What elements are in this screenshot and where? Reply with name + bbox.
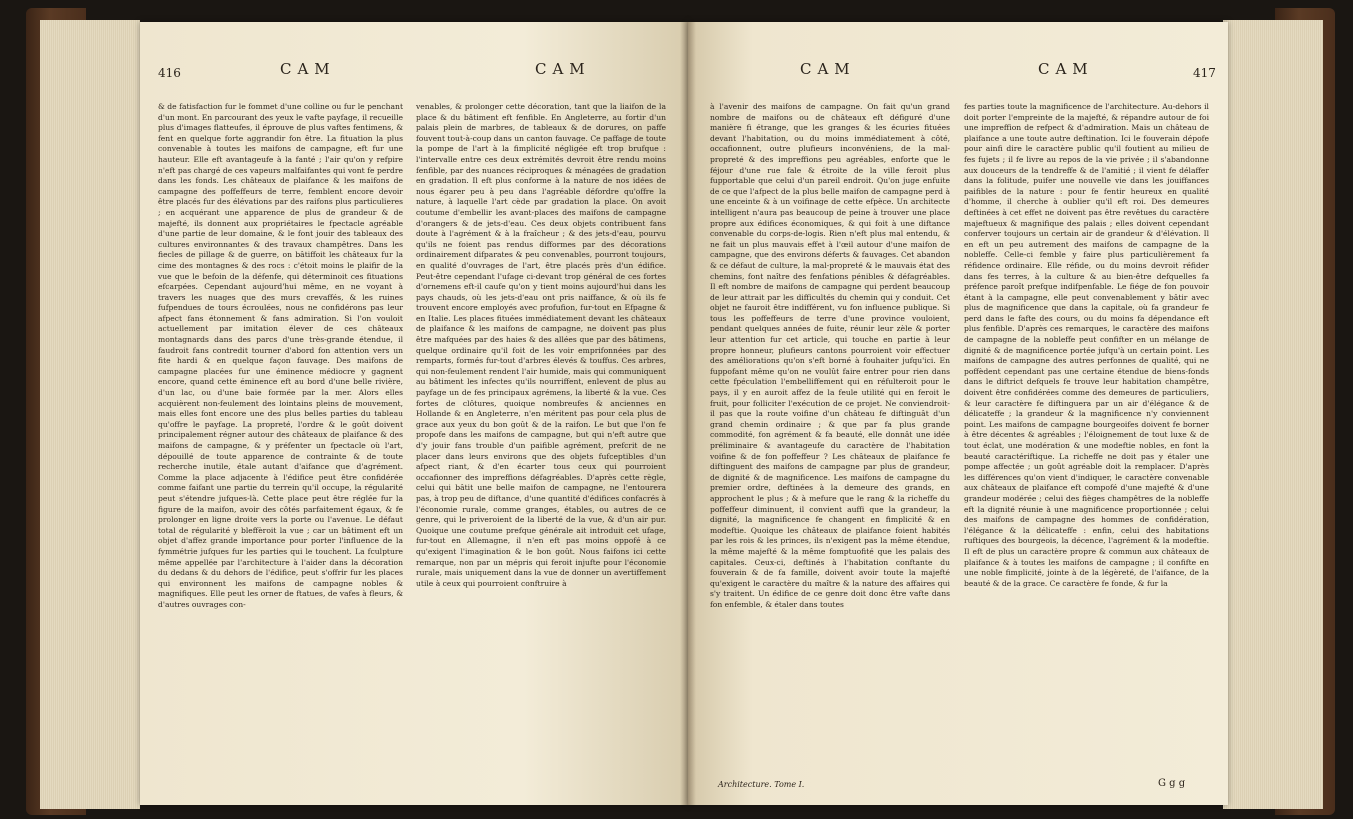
left-column-2 (416, 102, 666, 589)
right-header-right: CAM (1038, 60, 1094, 78)
left-column-1 (158, 102, 403, 611)
left-page-number: 416 (158, 66, 181, 80)
right-page-number: 417 (1193, 66, 1216, 80)
page-edges-left (40, 20, 140, 809)
right-column-2-text: fes parties toute la magnificence de l'architecture. Au-dehors il doit porter l'empreinte de la majefté, & répandre autour de foi une impreffion de refpect & d'admiration. Mais un château de plaifance a une toute autre deftination. Ici le fouverain dépofe pour ainfi dire le caractère public qu'il foutient au milieu de fes fujets ; il fe livre au repos de la vie privée ; il s'abandonne aux douceurs de la tendreffe & de l'amitié ; il vient fe délaffer dans la folitude, puifer une nouvelle vie dans les jouiffances paifibles de la nature : pour fe fentir heureux en qualité d'homme, il cherche à oublier qu'il eft roi. Des demeures deftinées à cet effet ne doivent pas être revêtues du caractère majeftueux & magnifique des palais ; elles doivent cependant conferver toujours un certain air de grandeur & d'élévation. Il en eft un peu autrement des maifons de campagne de la nobleffe. Celle-ci femble y faire plus particulièrement fa réfidence ordinaire. Elle réfide, ou du moins devroit réfider dans fes terres, à la culture & au bien-être defquelles fa préfence paroît prefque indifpenfable. Le fiége de fon pouvoir étant à la campagne, elle peut convenablement y bâtir avec plus de magnificence que dans la capitale, où fa grandeur fe perd dans le fafte des cours, ou du moins fa dépendance eft plus fenfible. D'après ces remarques, le caractère des maifons de campagne de la nobleffe peut confifter en un mélange de dignité & de magnificence portée jufqu'à un certain point. Les maifons de campagne des autres perfonnes de qualité, qui ne poffèdent cependant pas une certaine étendue de biens-fonds dans le diftrict defquels fe trouve leur habitation champêtre, doivent être confidérées comme des demeures de particuliers, & leur caractère fe diftinguera par un air d'élégance & de délicateffe ; la grandeur & la magnificence n'y conviennent point. Les maifons de campagne bourgeoifes doivent fe borner à être décentes & agréables ; l'éloignement de tout luxe & de tout éclat, une modération & une modeftie nobles, en font la beauté caractériftique. La richeffe ne doit pas y étaler une pompe affectée ; un goût agréable doit la remplacer. D'après les différences qu'on vient d'indiquer, le caractère convenable aux châteaux de plaifance eft compofé d'une majefté & d'une grandeur modérée ; celui des fièges champêtres de la nobleffe eft la dignité réunie à une magnificence proportionnée ; celui des maifons de campagne des hommes de confidération, l'élégance & la délicateffe : enfin, celui des habitations ruftiques des bourgeois, la décence, l'agrément & la modeftie. Il eft de plus un caractère propre & commun aux châteaux de plaifance & à toutes les maifons de campagne ; il confifte en une noble fimplicité, jointe à de la légèreté, de l'aifance, de la beauté & de la grace. Ce caractère fe fonde, & fur la (964, 102, 1209, 588)
left-header-left: CAM (280, 60, 336, 78)
left-page (140, 22, 688, 805)
right-header-left: CAM (800, 60, 856, 78)
right-page-signature: G g g (1158, 778, 1186, 789)
right-column-1 (710, 102, 950, 611)
left-column-2-text: venables, & prolonger cette décoration, tant que la liaifon de la place & du bâtiment eft fenfible. En Angleterre, au fortir d'un palais plein de marbres, de tableaux & de dorures, on paffe fouvent tout-à-coup dans un canton fauvage. Ce paffage de toute la pompe de l'art à la fimplicité négligée eft trop brufque : l'intervalle entre ces deux extrémités devroit être rendu moins fenfible, par des nuances réciproques & ménagées de gradation en gradation. Il eft plus conforme à la nature de nos idées de nous égarer peu à peu dans l'agréable défordre qu'offre la nature, à laquelle l'art cède par gradation la place. On avoit coutume d'embellir les avant-places des maifons de campagne d'orangers & de jets-d'eau. Ces deux objets contribuent fans doute à l'agrément & à la fraîcheur ; & des jets-d'eau, pourvu qu'ils ne foient pas rendus difformes par des décorations ordinairement difparates & peu convenables, pourront toujours, en qualité d'ouvrages de l'art, être placés près d'un édifice. Peut-être cependant l'ufage ci-devant trop général de ces fortes d'ornemens eft-il caufe qu'on y tient moins aujourd'hui dans les pays chauds, où les jets-d'eau ont pris naiffance, & où ils fe trouvent encore employés avec profufion, fur-tout en Efpagne & en Italie. Les places fituées immédiatement devant les châteaux de plaifance & les maifons de campagne, ne doivent pas plus être mafquées par des haies & des allées que par des bâtimens, quelque ordinaire qu'il foit de les voir emprifonnées par des remparts, formés fur-tout d'arbres élevés & touffus. Ces arbres, qui non-feulement rendent l'air humide, mais qui communiquent au bâtiment les infectes qu'ils nourriffent, enlevent de plus au payfage un de fes principaux agrémens, la liberté & la vue. Ces fortes de clôtures, quoique nombreufes & anciennes en Hollande & en Angleterre, n'en méritent pas pour cela plus de grace aux yeux du bon goût & de la raifon. Le but que l'on fe propofe dans les maifons de campagne, but qui n'eft autre que d'y jouir fans trouble d'un paifible agrément, prefcrit de ne placer dans leurs environs que des objets fufceptibles d'un afpect riant, & d'en écarter tous ceux qui pourroient occafionner des impreffions défagréables. D'après cette règle, celui qui bâtit une belle maifon de campagne, ne l'entourera pas, à trop peu de diftance, d'une quantité d'édifices confacrés à l'économie rurale, comme granges, étables, ou autres de ce genre, qui le priveroient de la liberté de la vue, & d'un air pur. Quoique une coutume prefque générale ait introduit cet ufage, fur-tout en Allemagne, il n'en eft pas moins oppofé à ce qu'exigent l'imagination & le bon goût. Nous faifons ici cette remarque, non par un mépris qui feroit injufte pour l'économie rurale, mais uniquement dans la vue de donner un avertiffement utile à ceux qui pourroient conftruire à (416, 102, 666, 588)
page-edges-right (1223, 20, 1323, 809)
right-column-1-text: à l'avenir des maifons de campagne. On fait qu'un grand nombre de maifons ou de châteaux eft défiguré d'une manière fi étrange, que les granges & les écuries fituées devant l'habitation, ou du moins immédiatement à côté, occafionnent, outre plufieurs inconvéniens, de la mal-propreté & des impreffions peu agréables, enforte que le féjour d'une rue fale & étroite de la ville feroit plus fupportable que celui d'un pareil endroit. Qu'on juge enfuite de ce que l'afpect de la plus belle maifon de campagne perd à une enceinte & à un voifinage de cette efpèce. Un architecte intelligent n'aura pas beaucoup de peine à trouver une place propre aux édifices économiques, & qui foit à une diftance convenable du corps-de-logis. Rien n'eft plus mal entendu, & ne fait un plus mauvais effet à l'œil autour d'une maifon de campagne, que des environs déferts & fauvages. Cet abandon & ce défaut de culture, la mal-propreté & le mauvais état des chemins, font naître des fenfations pénibles & défagréables. Il eft nombre de maifons de campagne qui perdent beaucoup de leur attrait par les difficultés du chemin qui y conduit. Cet objet ne fauroit être indifférent, vu fon influence publique. Si tous les poffeffeurs de terre d'une province vouloient, pendant quelques années de fuite, réunir leur zèle & porter leur attention fur cet article, qui touche en partie à leur propre honneur, plufieurs cantons pourroient voir effectuer des améliorations qu'on s'eft borné à fouhaiter jufqu'ici. En fuppofant même qu'on ne voulût faire entrer pour rien dans cette fpéculation l'embelliffement qui en réfulteroit pour le pays, il y en auroit affez de la feule utilité qui en feroit le fruit, pour folliciter l'exécution de ce projet. Ne conviendroit-il pas que la route voifine d'un château fe diftinguât d'un grand chemin ordinaire ; & que par fa plus grande commodité, fon agrément & fa beauté, elle donnât une idée préliminaire & avantageufe du caractère de l'habitation voifine & de fon poffeffeur ? Les châteaux de plaifance fe diftinguent des maifons de campagne par plus de grandeur, de dignité & de magnificence. Les maifons de campagne du premier ordre, deftinées à la demeure des grands, en approchent le plus ; & à mefure que le rang & la richeffe du poffeffeur diminuent, il convient auffi que la grandeur, la dignité, la magnificence fe changent en fimplicité & en modeftie. Quoique les châteaux de plaifance foient habités par les rois & les princes, ils n'exigent pas la même étendue, la même majefté & la même fomptuofité que les palais des capitales. Ceux-ci, deftinés à l'habitation conftante du fouverain & de fa famille, doivent avoir toute la majefté qu'exigent le caractère du maître & la nature des affaires qui s'y traitent. Un édifice de ce genre doit donc être vafte dans fon enfemble, & étaler dans toutes (710, 102, 950, 609)
left-header-right: CAM (535, 60, 591, 78)
book-gutter (680, 22, 696, 805)
left-column-1-text: & de fatisfaction fur le fommet d'une colline ou fur le penchant d'un mont. En parcourant des yeux le vafte payfage, il recueille plus d'images flatteufes, il éprouve de plus vaftes fentimens, & fent en quelque forte aggrandir fon être. La fituation la plus convenable à toutes les maifons de campagne, eft fur une hauteur. Elle eft avantageufe à la fanté ; l'air qu'on y refpire n'eft pas chargé de ces vapeurs malfaifantes qui vont fe perdre dans les fonds. Les châteaux de plaifance & les maifons de campagne des poffeffeurs de terre, femblent encore devoir être placés fur des élévations par des raifons plus particulieres ; en acquérant une apparence de plus de grandeur & de majefté, ils donnent aux propriétaires le fpectacle agréable d'une partie de leur domaine, & le font jouir des tableaux des cultures environnantes & des travaux champêtres. Dans les fiecles de pillage & de guerre, on bâtiffoit les châteaux fur la cime des montagnes & des rocs : c'étoit moins le plaifir de la vue que le befoin de la défenfe, qui déterminoit ces fituations efcarpées. Cependant aujourd'hui même, en ne voyant à travers les nuages que des murs crevaffés, & les ruines fufpendues de tours écroulées, nous ne confidérons pas leur afpect fans étonnement & fans admiration. Si l'on vouloit actuellement par imitation élever de ces châteaux montagnards dans des parcs d'une très-grande étendue, il faudroit fans contredit tourner d'abord fon attention vers un fite hardi & en quelque façon fauvage. Des maifons de campagne placées fur une éminence médiocre y gagnent encore, quand cette éminence eft au bord d'une belle rivière, d'un lac, ou d'une baie formée par la mer. Alors elles acquièrent non-feulement des lointains pleins de mouvement, mais elles font encore une des plus belles parties du tableau qu'offre le payfage. La propreté, l'ordre & le goût doivent principalement régner autour des châteaux de plaifance & des maifons de campagne, & y préfenter un fpectacle où l'art, dépouillé de toute apparence de contrainte & de toute recherche inutile, étale autant d'aifance que d'agrément. Comme la place adjacente à l'édifice peut être confidérée comme faifant une partie du terrein qu'il occupe, la régularité peut s'étendre jufques-là. Cette place peut être réglée fur la figure de la maifon, avoir des côtés parfaitement égaux, & fe prolonger en ligne droite vers la porte ou l'avenue. Le défaut total de régularité y bleffèroit la vue ; car un bâtiment eft un objet d'affez grande importance pour porter l'influence de la fymmétrie jufques fur les parties qui le touchent. La fculpture même appellée par l'architecture à l'aider dans la décoration du dedans & du dehors de l'édifice, peut s'offrir fur les places qui environnent les maifons de campagne nobles & magnifiques. Elle peut les orner de ftatues, de vafes à fleurs, & d'autres ouvrages con- (158, 102, 403, 609)
right-column-2 (964, 102, 1209, 589)
right-page-footer: Architecture. Tome I. (718, 780, 805, 789)
right-page (688, 22, 1228, 805)
